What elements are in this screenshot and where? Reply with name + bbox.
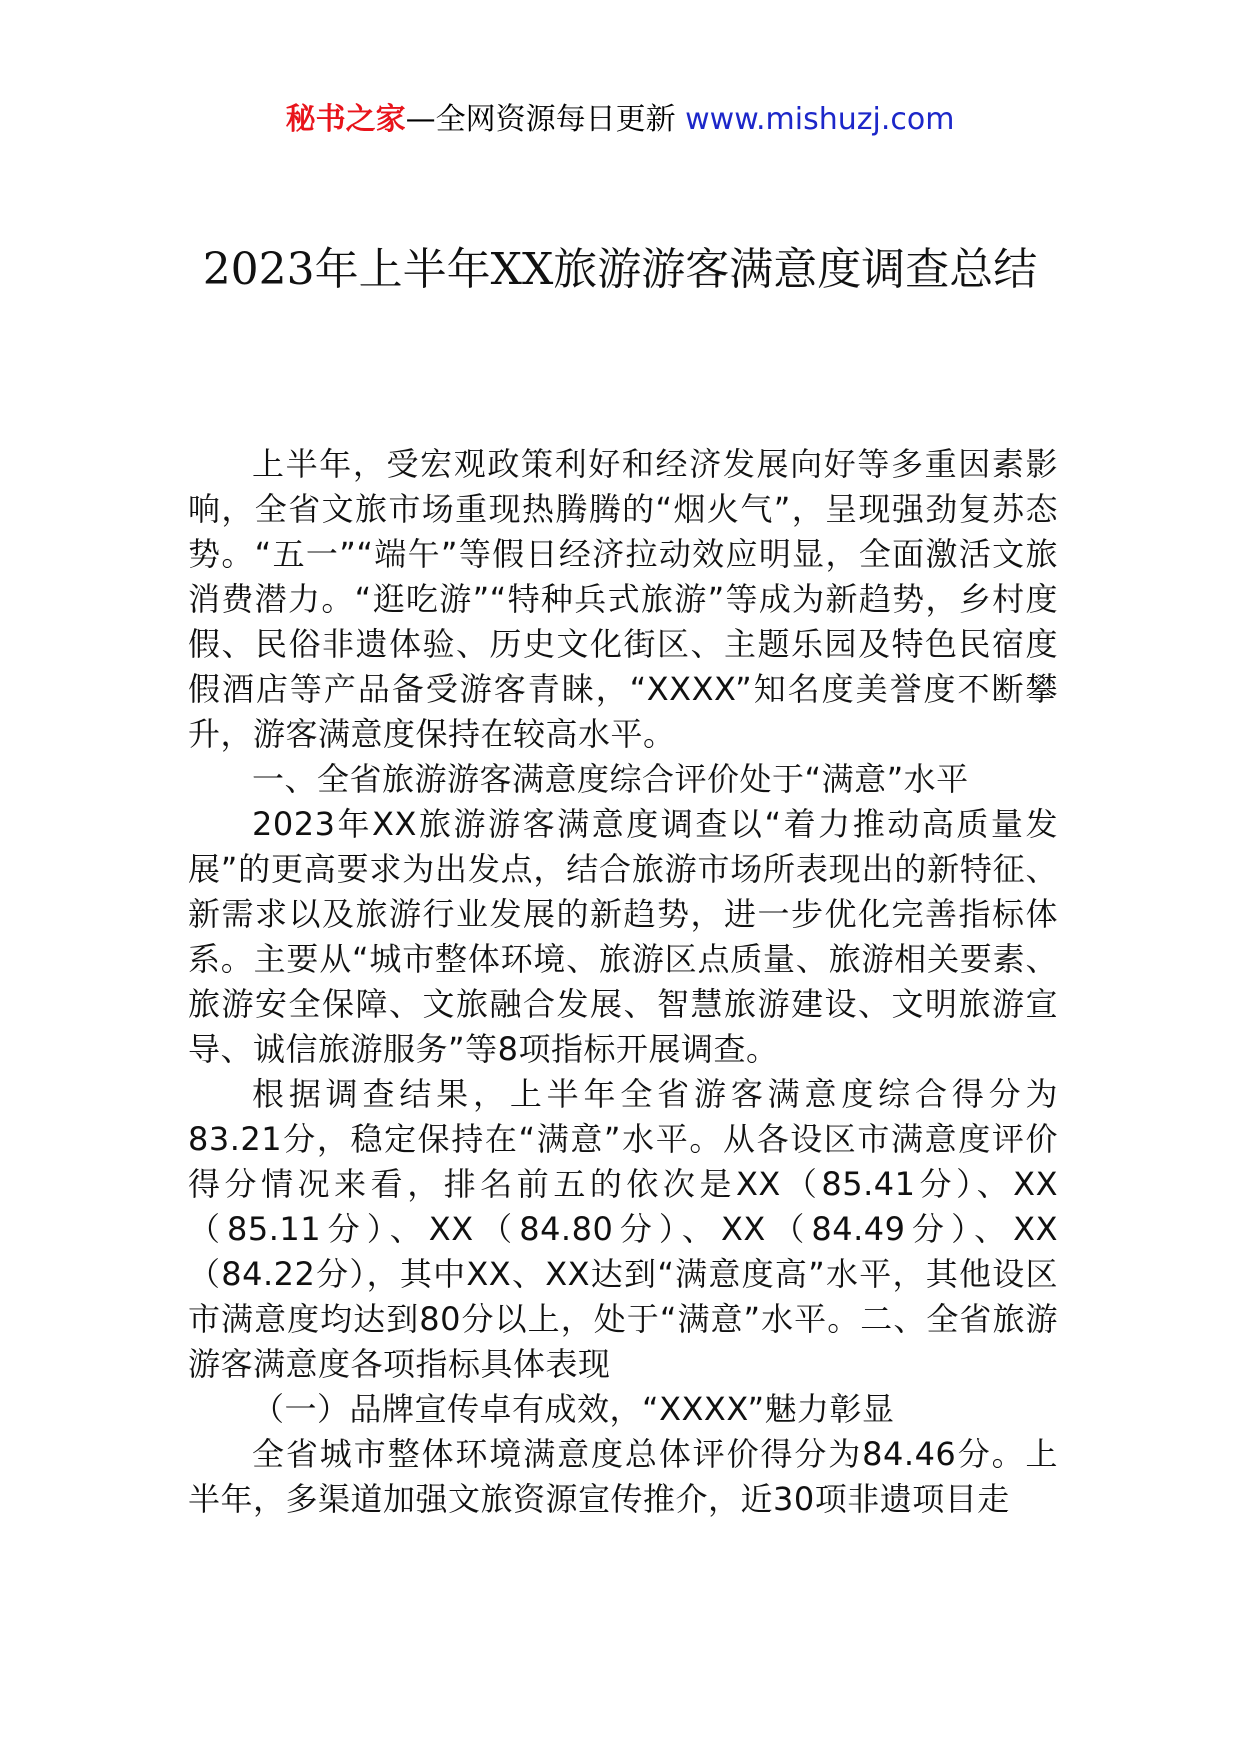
site-tagline: 全网资源每日更新 xyxy=(435,102,676,137)
subsection-heading-1: （一）品牌宣传卓有成效，“XXXX”魅力彰显 xyxy=(252,1390,895,1428)
site-brand: 秘书之家 xyxy=(285,102,406,137)
body-paragraph: 根据调查结果，上半年全省游客满意度综合得分为83.21分，稳定保持在“满意”水平。从各设区市满意度评价得分情况来看，排名前五的依次是XX（85.41分）、XX（85.11分）、XX（84.80分）、XX（84.49分）、XX（84.22分），其中XX、XX达到“满意度高”水平，其他设区市满意度均达到80分以上，处于“满意”水平。二、全省旅游游客满意度各项指标具体表现 xyxy=(188,1075,1058,1383)
section-heading-1: 一、全省旅游游客满意度综合评价处于“满意”水平 xyxy=(252,760,969,798)
header-dash: — xyxy=(405,102,436,137)
site-url-link[interactable]: www.mishuzj.com xyxy=(685,102,955,137)
site-header xyxy=(0,96,1240,144)
intro-paragraph: 上半年，受宏观政策利好和经济发展向好等多重因素影响，全省文旅市场重现热腾腾的“烟火气”，呈现强劲复苏态势。“五一”“端午”等假日经济拉动效应明显，全面激活文旅消费潜力。“逛吃游”“特种兵式旅游”等成为新趋势，乡村度假、民俗非遗体验、历史文化街区、主题乐园及特色民宿度假酒店等产品备受游客青睐，“XXXX”知名度美誉度不断攀升，游客满意度保持在较高水平。 xyxy=(188,445,1058,753)
body-paragraph: 全省城市整体环境满意度总体评价得分为84.46分。上半年，多渠道加强文旅资源宣传推介，近30项非遗项目走 xyxy=(188,1435,1058,1518)
body-paragraph: 2023年XX旅游游客满意度调查以“着力推动高质量发展”的更高要求为出发点，结合旅游市场所表现出的新特征、新需求以及旅游行业发展的新趋势，进一步优化完善指标体系。主要从“城市整体环境、旅游区点质量、旅游相关要素、旅游安全保障、文旅融合发展、智慧旅游建设、文明旅游宣导、诚信旅游服务”等8项指标开展调查。 xyxy=(188,805,1058,1068)
document-body xyxy=(188,442,1058,1522)
document-title: 2023年上半年XX旅游游客满意度调查总结 xyxy=(202,244,1038,295)
